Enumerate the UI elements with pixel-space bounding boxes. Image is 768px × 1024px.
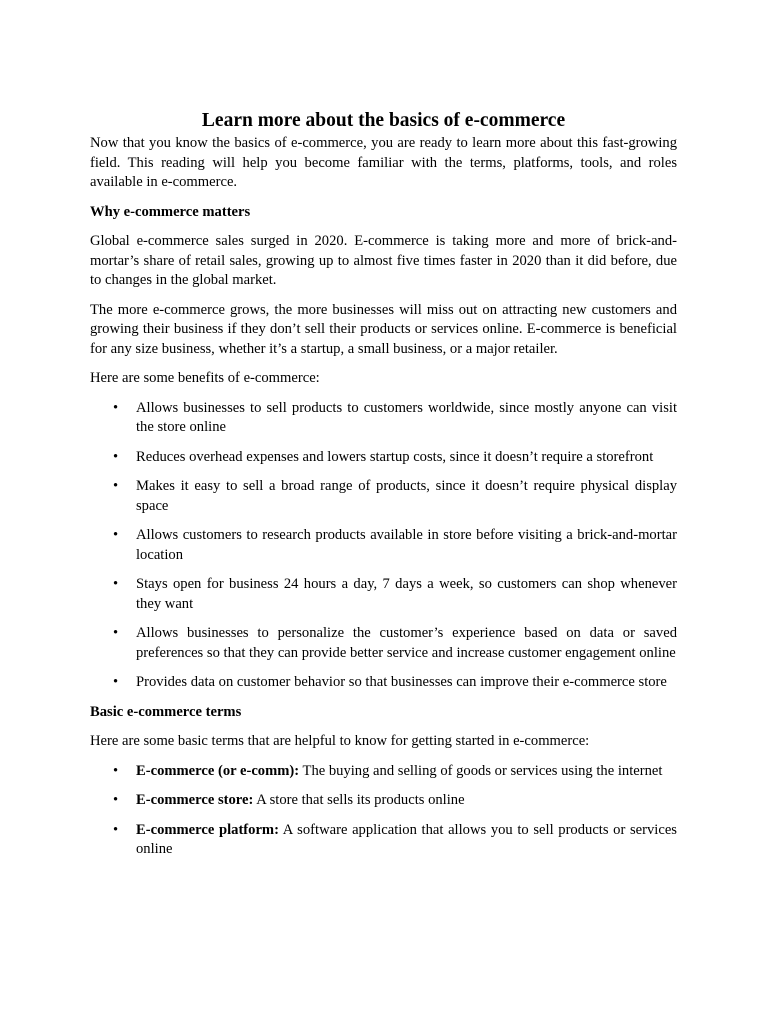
term-definition: A software application that allows you to sell products or services online [136,821,677,857]
list-item [113,477,677,516]
list-item [113,624,677,663]
term-item [113,821,677,860]
bullet-icon: • [113,527,119,543]
term-name: E-commerce platform: [136,821,279,838]
section-heading-why-ecommerce-matters: Why e-commerce matters [90,203,251,220]
term-item [113,762,677,782]
bullet-icon: • [113,674,119,690]
list-item [113,575,677,614]
list-item-text: Reduces overhead expenses and lowers startup costs, since it doesn’t require a storefront [136,448,654,465]
bullet-icon: • [113,478,119,494]
list-item [113,526,677,565]
intro-paragraph: Now that you know the basics of e-commerce, you are ready to learn more about this fast-growing field. This reading will help you become familiar with the terms, platforms, tools, and roles available in e-commerce. [90,135,677,190]
bullet-icon: • [113,762,119,779]
bullet-icon: • [113,576,119,592]
term-name: E-commerce (or e-comm): [136,762,300,779]
bullet-icon: • [113,448,119,465]
benefits-list [90,399,677,693]
benefits-intro: Here are some benefits of e-commerce: [90,370,320,386]
page-title: Learn more about the basics of e-commerce [201,110,566,131]
term-definition: A store that sells its products online [253,792,465,808]
list-item-text: Allows businesses to sell products to customers worldwide, since mostly anyone can visit the store online [136,399,677,435]
list-item-text: Allows customers to research products available in store before visiting a brick-and-mortar location [136,527,677,563]
bullet-icon: • [113,821,119,838]
term-definition: The buying and selling of goods or services using the internet [299,762,663,779]
terms-intro: Here are some basic terms that are helpful to know for getting started in e-commerce: [90,733,590,749]
paragraph: The more e-commerce grows, the more businesses will miss out on attracting new customers and growing their business if they don’t sell their products or services online. E-commerce is beneficial for any size business, whether it’s a startup, a small business, or a major retailer. [90,301,677,357]
bullet-icon: • [113,399,119,416]
list-item [113,399,677,438]
list-item [113,448,677,468]
term-name: E-commerce store: [136,792,254,808]
paragraph: Global e-commerce sales surged in 2020. E-commerce is taking more and more of brick-and-mortar’s share of retail sales, growing up to almost five times faster in 2020 than it did before, due to changes in the global market. [90,233,677,288]
terms-list [90,762,677,860]
bullet-icon: • [113,792,119,808]
list-item-text: Makes it easy to sell a broad range of products, since it doesn’t require physical display space [136,478,677,514]
bullet-icon: • [113,625,119,641]
list-item [113,673,677,693]
list-item-text: Stays open for business 24 hours a day, 7 days a week, so customers can shop whenever they want [136,576,677,612]
document-page [90,108,677,870]
list-item-text: Allows businesses to personalize the customer’s experience based on data or saved preferences so that they can provide better service and increase customer engagement online [136,625,677,661]
list-item-text: Provides data on customer behavior so that businesses can improve their e-commerce store [136,674,667,690]
section-heading-basic-terms: Basic e-commerce terms [90,703,242,720]
term-item [113,791,677,811]
